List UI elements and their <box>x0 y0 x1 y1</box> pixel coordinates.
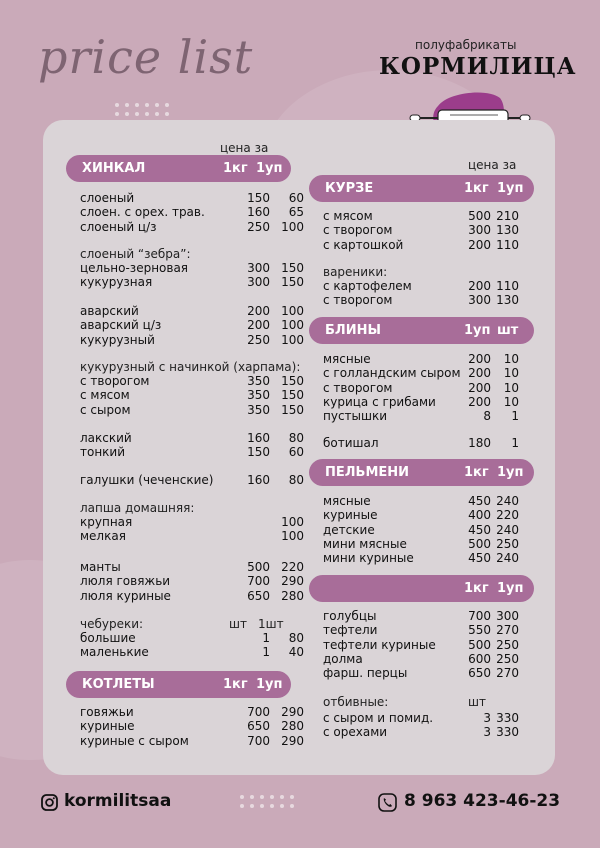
price-row <box>323 436 519 450</box>
item-price: 280 <box>281 719 304 734</box>
price-row <box>323 537 519 551</box>
item-name: ботишал <box>323 436 379 450</box>
section-header <box>66 155 291 182</box>
price-row <box>80 261 304 275</box>
item-price: 300 <box>247 261 270 275</box>
price-row <box>323 395 519 409</box>
price-row <box>323 711 519 725</box>
item-name: с голландским сыром <box>323 366 461 381</box>
item-name: галушки (чеченские) <box>80 473 214 487</box>
item-price: 450 <box>468 551 491 566</box>
item-price: 160 <box>247 473 270 487</box>
price-unit-label: цена за <box>468 158 517 172</box>
column-header: 1кг <box>464 581 489 596</box>
column-header: 1уп <box>256 161 283 176</box>
item-price: 3 <box>483 725 491 740</box>
brand-subtitle: полуфабрикаты <box>415 38 517 52</box>
item-price: 100 <box>281 529 304 544</box>
price-row <box>80 734 304 748</box>
item-price: 270 <box>496 623 519 638</box>
item-price: 10 <box>503 380 519 395</box>
price-row <box>323 508 519 522</box>
column-header: 1уп <box>256 677 283 692</box>
item-name: с сыром <box>80 402 131 417</box>
item-name: лакский <box>80 431 132 445</box>
item-price: 240 <box>496 551 519 566</box>
item-price: 200 <box>247 318 270 333</box>
price-row <box>80 473 304 487</box>
item-name: с творогом <box>80 374 150 388</box>
item-price: 700 <box>247 705 270 719</box>
column-header: шт <box>468 695 486 709</box>
item-name: манты <box>80 560 121 574</box>
item-price: 650 <box>247 719 270 734</box>
item-price: 40 <box>288 645 304 660</box>
item-price: 150 <box>281 402 304 417</box>
group-label: чебуреки: <box>80 617 144 631</box>
item-price: 200 <box>468 394 491 409</box>
item-name: с мясом <box>323 209 373 223</box>
item-name: большие <box>80 631 136 645</box>
price-row <box>323 494 519 508</box>
item-price: 280 <box>281 588 304 603</box>
price-row <box>80 719 304 733</box>
price-row <box>323 238 519 252</box>
item-name: мини куриные <box>323 551 414 566</box>
item-price: 100 <box>281 318 304 333</box>
item-price: 60 <box>288 445 304 460</box>
section-header <box>66 671 291 698</box>
price-row <box>323 638 519 652</box>
item-name: с сыром и помид. <box>323 711 434 725</box>
price-row <box>323 551 519 565</box>
item-name: детские <box>323 522 375 537</box>
item-price: 80 <box>288 473 304 487</box>
price-row <box>80 560 304 574</box>
item-name: с творогом <box>323 380 393 395</box>
item-price: 330 <box>496 711 519 725</box>
item-price: 65 <box>288 205 304 220</box>
price-row <box>80 529 304 543</box>
item-price: 200 <box>468 352 491 366</box>
item-price: 350 <box>247 402 270 417</box>
item-price: 650 <box>468 666 491 681</box>
item-price: 80 <box>288 631 304 645</box>
item-price: 350 <box>247 388 270 403</box>
item-name: цельно-зерновая <box>80 261 189 275</box>
item-name: говяжьи <box>80 705 134 719</box>
price-row <box>323 381 519 395</box>
item-price: 110 <box>496 279 519 293</box>
item-price: 300 <box>468 223 491 238</box>
item-name: с мясом <box>80 388 130 403</box>
item-price: 250 <box>496 651 519 666</box>
item-price: 350 <box>247 374 270 388</box>
item-price: 150 <box>247 191 270 205</box>
section-header <box>309 175 534 202</box>
column-header: 1уп <box>464 323 491 338</box>
column-header: 1кг <box>464 181 489 196</box>
item-price: 180 <box>468 436 491 450</box>
item-name: с творогом <box>323 223 393 238</box>
item-price: 100 <box>281 219 304 234</box>
item-price: 210 <box>496 209 519 223</box>
item-name: с картофелем <box>323 279 412 293</box>
item-name: с картошкой <box>323 237 404 252</box>
group-label: лапша домашняя: <box>80 501 195 515</box>
item-name: слоен. с орех. трав. <box>80 205 205 220</box>
item-price: 250 <box>496 637 519 652</box>
item-name: тефтели куриные <box>323 637 436 652</box>
item-name: мини мясные <box>323 536 407 551</box>
item-price: 450 <box>468 494 491 508</box>
decorative-dots <box>115 103 170 116</box>
price-row <box>80 374 304 388</box>
item-price: 130 <box>496 223 519 238</box>
column-header: 1уп <box>497 465 524 480</box>
item-price: 100 <box>281 332 304 347</box>
price-row <box>80 304 304 318</box>
phone-icon <box>378 793 397 812</box>
price-row <box>80 515 304 529</box>
price-row <box>323 409 519 423</box>
item-price: 150 <box>281 374 304 388</box>
item-name: слоеный ц/з <box>80 219 157 234</box>
price-row <box>80 705 304 719</box>
item-price: 290 <box>281 733 304 748</box>
price-row <box>323 623 519 637</box>
column-header: 1уп <box>497 181 524 196</box>
item-price: 500 <box>247 560 270 574</box>
item-price: 270 <box>496 666 519 681</box>
item-name: тонкий <box>80 445 126 460</box>
item-price: 500 <box>468 637 491 652</box>
price-row <box>323 209 519 223</box>
item-price: 200 <box>468 380 491 395</box>
phone-number[interactable]: 8 963 423-46-23 <box>404 791 561 811</box>
price-row <box>80 205 304 219</box>
item-price: 60 <box>288 191 304 205</box>
item-name: пустышки <box>323 409 388 424</box>
group-label: отбивные: <box>323 695 389 709</box>
price-row <box>80 431 304 445</box>
item-price: 700 <box>247 733 270 748</box>
column-header: шт <box>229 617 247 631</box>
item-price: 290 <box>281 574 304 589</box>
item-price: 250 <box>247 332 270 347</box>
price-row <box>323 279 519 293</box>
item-price: 200 <box>468 237 491 252</box>
item-name: с творогом <box>323 293 393 308</box>
item-name: тефтели <box>323 623 378 638</box>
section-title: КУРЗЕ <box>325 181 374 196</box>
price-row <box>323 293 519 307</box>
item-price: 10 <box>503 394 519 409</box>
item-name: слоеный <box>80 191 135 205</box>
item-price: 220 <box>496 508 519 523</box>
item-price: 1 <box>262 645 270 660</box>
group-label: слоеный “зебра”: <box>80 247 191 261</box>
item-price: 400 <box>468 508 491 523</box>
item-name: кукурузная <box>80 275 153 290</box>
section-header <box>309 459 534 486</box>
item-name: кукурузный <box>80 332 155 347</box>
item-name: фарш. перцы <box>323 666 408 681</box>
item-price: 200 <box>468 366 491 381</box>
item-price: 250 <box>247 219 270 234</box>
section-title: БЛИНЫ <box>325 323 381 338</box>
column-header: 1кг <box>223 677 248 692</box>
item-price: 650 <box>247 588 270 603</box>
item-price: 330 <box>496 725 519 740</box>
item-price: 150 <box>281 261 304 275</box>
item-name: мелкая <box>80 529 126 544</box>
item-price: 150 <box>281 388 304 403</box>
item-price: 3 <box>483 711 491 725</box>
item-name: мясные <box>323 494 371 508</box>
item-price: 100 <box>281 304 304 318</box>
item-price: 500 <box>468 209 491 223</box>
price-row <box>323 366 519 380</box>
item-name: люля говяжьи <box>80 574 171 589</box>
section-title: ПЕЛЬМЕНИ <box>325 465 410 480</box>
price-row <box>323 223 519 237</box>
column-header: 1шт <box>258 617 284 631</box>
item-price: 160 <box>247 431 270 445</box>
item-price: 100 <box>281 515 304 529</box>
price-row <box>323 352 519 366</box>
item-name: маленькие <box>80 645 149 660</box>
item-name: курица с грибами <box>323 394 436 409</box>
price-row <box>80 220 304 234</box>
item-price: 220 <box>281 560 304 574</box>
item-price: 300 <box>496 609 519 623</box>
price-row <box>323 725 519 739</box>
item-name: мясные <box>323 352 371 366</box>
item-name: с орехами <box>323 725 388 740</box>
price-row <box>80 318 304 332</box>
item-name: куриные с сыром <box>80 733 189 748</box>
price-row <box>323 652 519 666</box>
group-label: вареники: <box>323 265 388 279</box>
price-row <box>80 191 304 205</box>
item-price: 240 <box>496 494 519 508</box>
item-name: люля куриные <box>80 588 171 603</box>
decorative-dots <box>240 795 295 808</box>
item-price: 110 <box>496 237 519 252</box>
item-price: 700 <box>247 574 270 589</box>
item-name: долма <box>323 651 363 666</box>
page-title: price list <box>38 30 254 84</box>
item-price: 250 <box>496 536 519 551</box>
item-name: аварский <box>80 304 139 318</box>
price-row <box>323 523 519 537</box>
price-row <box>80 445 304 459</box>
item-price: 1 <box>511 436 519 450</box>
item-price: 450 <box>468 522 491 537</box>
item-price: 500 <box>468 536 491 551</box>
instagram-handle[interactable]: kormilitsaa <box>64 791 172 811</box>
item-price: 10 <box>503 352 519 366</box>
item-price: 600 <box>468 651 491 666</box>
item-name: куриные <box>80 719 135 734</box>
item-price: 300 <box>247 275 270 290</box>
price-row <box>323 666 519 680</box>
item-price: 80 <box>288 431 304 445</box>
price-row <box>80 275 304 289</box>
item-price: 150 <box>247 445 270 460</box>
item-price: 160 <box>247 205 270 220</box>
price-row <box>80 403 304 417</box>
item-price: 1 <box>262 631 270 645</box>
price-row <box>80 333 304 347</box>
item-name: голубцы <box>323 609 377 623</box>
section-header <box>309 317 534 344</box>
item-price: 300 <box>468 293 491 308</box>
column-header: 1кг <box>223 161 248 176</box>
item-name: аварский ц/з <box>80 318 162 333</box>
item-price: 130 <box>496 293 519 308</box>
item-price: 10 <box>503 366 519 381</box>
price-row <box>80 645 304 659</box>
item-name: куриные <box>323 508 378 523</box>
section-header <box>309 575 534 602</box>
price-row <box>80 589 304 603</box>
section-title: ХИНКАЛ <box>82 161 146 176</box>
item-price: 200 <box>468 279 491 293</box>
item-price: 290 <box>281 705 304 719</box>
item-price: 8 <box>483 409 491 424</box>
item-price: 700 <box>468 609 491 623</box>
item-price: 240 <box>496 522 519 537</box>
item-price: 550 <box>468 623 491 638</box>
brand-name: КОРМИЛИЦА <box>379 53 577 80</box>
group-label: кукурузный с начинкой (харпама): <box>80 360 301 374</box>
section-title: КОТЛЕТЫ <box>82 677 155 692</box>
column-header: шт <box>497 323 519 338</box>
price-unit-label: цена за <box>220 141 269 155</box>
price-row <box>323 609 519 623</box>
item-price: 200 <box>247 304 270 318</box>
price-row <box>80 388 304 402</box>
price-row <box>80 631 304 645</box>
column-header: 1кг <box>464 465 489 480</box>
item-price: 1 <box>511 409 519 424</box>
price-row <box>80 574 304 588</box>
column-header: 1уп <box>497 581 524 596</box>
item-price: 150 <box>281 275 304 290</box>
instagram-icon <box>41 794 58 811</box>
item-name: крупная <box>80 515 133 529</box>
